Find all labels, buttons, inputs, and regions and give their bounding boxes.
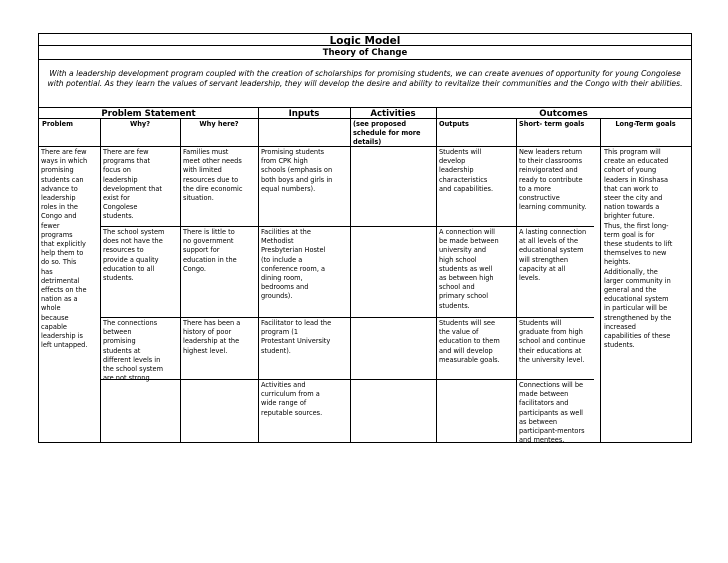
outputs-cell-1: Students will develop leadership characteristics and capabilities.	[439, 148, 494, 193]
rule-under-subtitle	[39, 59, 691, 60]
header-short-term-goals: Short- term goals	[519, 120, 585, 128]
problem-cell: There are few ways in which promising students can advance to leadership roles in the Congo and fewer programs that explicitly help them to do so. This has detrimental effects on the nation as a whole because capable leadership is left untapped.	[41, 148, 88, 350]
col-rule-6	[516, 118, 517, 442]
short-term-cell-3: Students will graduate from high school and continue their educations at the university level.	[519, 319, 586, 364]
header-why: Why?	[129, 120, 151, 128]
header-problem-statement: Problem Statement	[101, 109, 196, 119]
col-rule-5	[436, 107, 437, 442]
outputs-cell-3: Students will see the value of education to them and will develop measurable goals.	[439, 319, 500, 364]
header-long-term-goals: Long-Term goals	[615, 120, 676, 128]
row-rule-3	[100, 379, 594, 380]
why-cell-1: There are few programs that focus on leadership development that exist for Congolese students.	[103, 148, 162, 221]
header-outcomes: Outcomes	[539, 109, 588, 119]
short-term-cell-4: Connections will be made between facilitators and participants as well as between participant-mentors and mentees.	[519, 381, 585, 445]
col-rule-7	[600, 118, 601, 442]
col-rule-1	[100, 118, 101, 442]
header-activities: Activities	[370, 109, 416, 119]
long-term-cell: This program will create an educated cohort of young leaders in Kinshasa that can work to steer the city and nation towards a brighter future. Thus, the first long- term goal is for these students to lift themselves to new heights. Additionally, the larger community in general and the educational system in particular will be strengthened by the increased capabilities of these students.	[604, 148, 673, 350]
rule-under-intro	[39, 107, 691, 108]
document-title: Logic Model	[329, 35, 401, 47]
inputs-cell-1: Promising students from CPK high schools (emphasis on both boys and girls in equal numbers).	[261, 148, 333, 193]
inputs-cell-2: Facilities at the Methodist Presbyterian Hostel (to include a conference room, a dining room, bedrooms and grounds).	[261, 228, 326, 301]
header-inputs: Inputs	[288, 109, 320, 119]
header-problem: Problem	[42, 120, 73, 128]
logic-model-table	[38, 33, 692, 443]
short-term-cell-2: A lasting connection at all levels of the educational system will strengthen capacity at all levels.	[519, 228, 587, 283]
theory-of-change-text: With a leadership development program coupled with the creation of scholarships for promising students, we can create avenues of opportunity for young Congolese with potential. As they learn the values of servant leadership, they will develop the desire and ability to revitalize their communities and the Congo with their abilities.	[47, 69, 683, 88]
outputs-cell-2: A connection will be made between university and high school students as well as between high school and primary school students.	[439, 228, 499, 310]
header-activities-note: (see proposed schedule for more details)	[353, 120, 421, 146]
inputs-cell-4: Activities and curriculum from a wide range of reputable sources.	[261, 381, 323, 417]
row-rule-1	[100, 226, 594, 227]
col-rule-4	[350, 107, 351, 442]
why-here-cell-1: Families must meet other needs with limited resources due to the dire economic situation.	[183, 148, 243, 203]
row-rule-2	[100, 317, 594, 318]
why-here-cell-3: There has been a history of poor leadership at the highest level.	[183, 319, 241, 355]
header-outputs: Outputs	[439, 120, 469, 128]
why-cell-3: The connections between promising students at different levels in the school system are not strong.	[103, 319, 163, 383]
inputs-cell-3: Facilitator to lead the program (1 Protestant University student).	[261, 319, 332, 355]
header-why-here: Why here?	[199, 120, 239, 128]
short-term-cell-1: New leaders return to their classrooms reinvigorated and ready to contribute to a more constructive learning community.	[519, 148, 587, 212]
why-here-cell-2: There is little to no government support for education in the Congo.	[183, 228, 237, 273]
col-rule-2	[180, 118, 181, 442]
document-subtitle: Theory of Change	[322, 48, 408, 58]
why-cell-2: The school system does not have the resources to provide a quality education to all students.	[103, 228, 165, 283]
col-rule-3	[258, 107, 259, 442]
